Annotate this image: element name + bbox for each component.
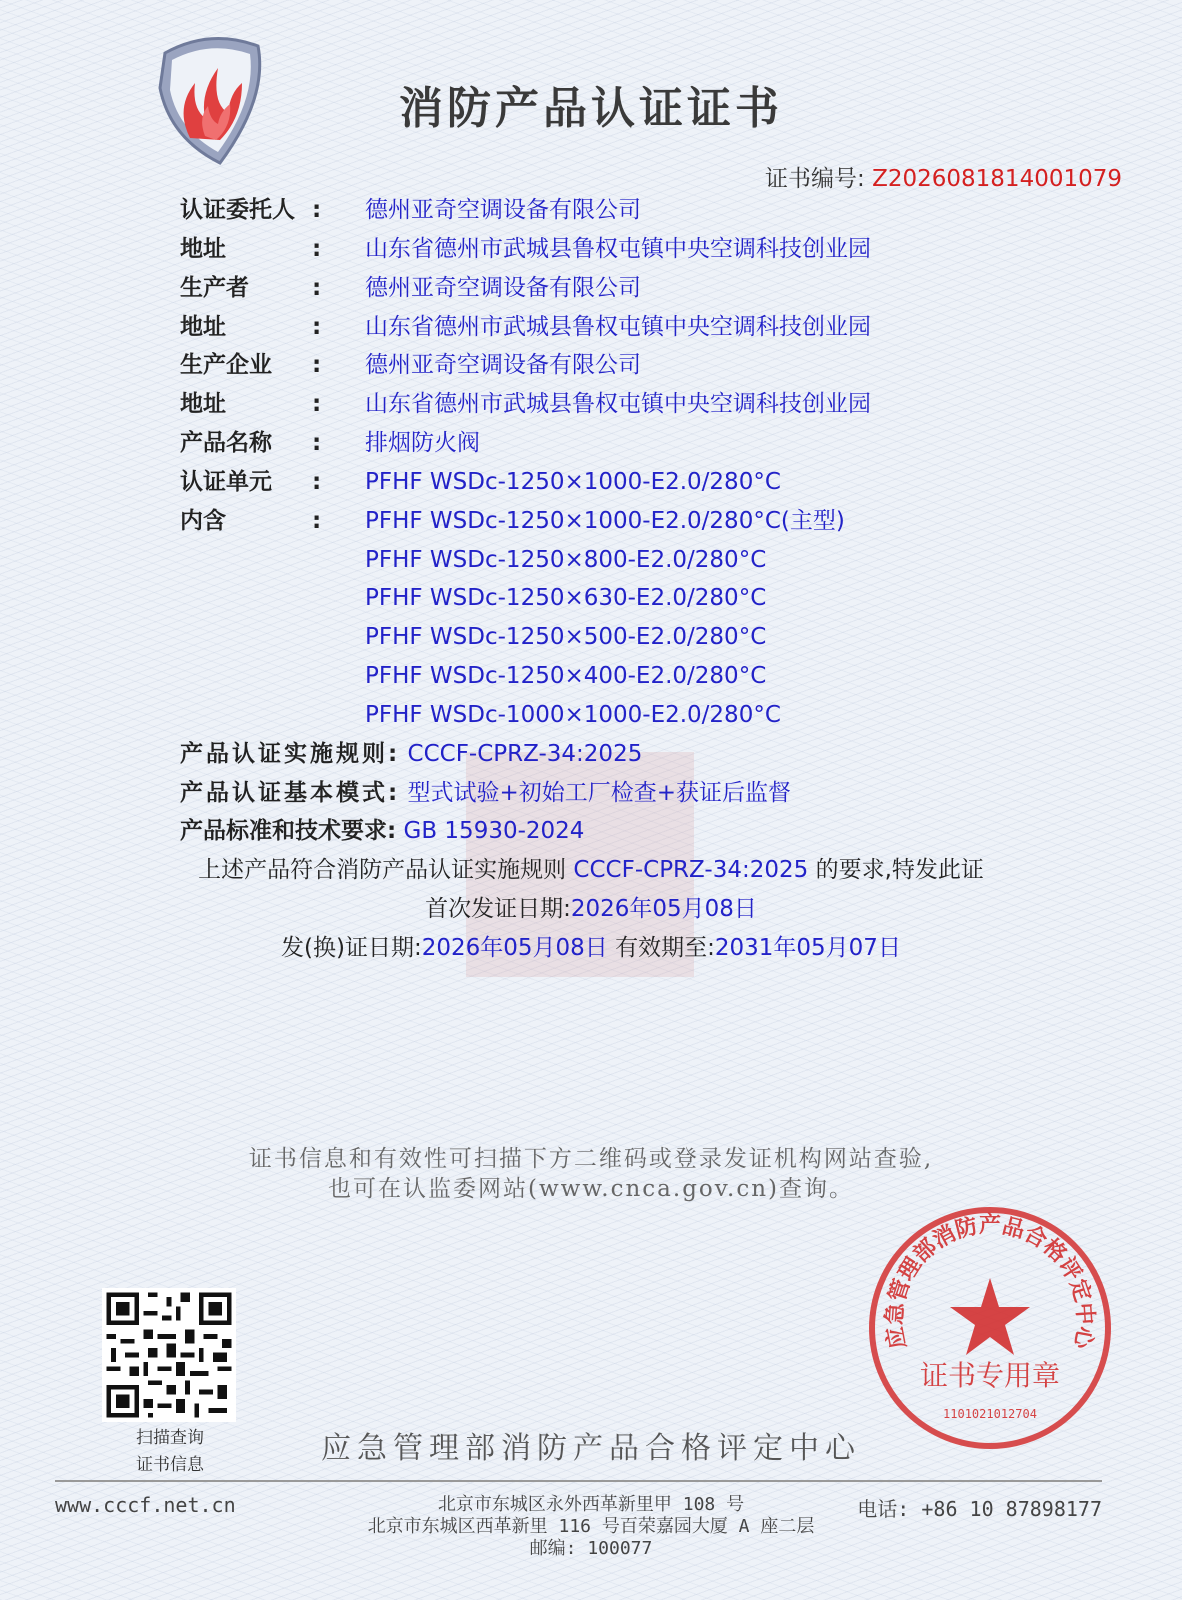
field-value: 德州亚奇空调设备有限公司	[365, 352, 641, 378]
seal-ring-text: 应急管理部消防产品合格评定中心	[881, 1212, 1099, 1351]
footer-postcode: 邮编: 100077	[529, 1538, 653, 1559]
rule-value: GB 15930-2024	[403, 818, 585, 844]
field-label: 产品名称	[180, 430, 272, 456]
field-value: 山东省德州市武城县鲁权屯镇中央空调科技创业园	[365, 391, 871, 417]
footer-address-2: 北京市东城区西革新里 116 号百荣嘉园大厦 A 座二层	[367, 1516, 815, 1537]
qr-label-line1: 扫描查询	[136, 1428, 204, 1448]
qr-label-line2: 证书信息	[136, 1455, 204, 1475]
rule-mode	[180, 777, 791, 809]
rule-label: 产品认证基本模式:	[180, 780, 401, 806]
field-label: 地址	[180, 236, 226, 262]
issue-and-validity-dates: 发(换)证日期:2026年05月08日 有效期至:2031年05月07日	[281, 935, 901, 961]
verification-notice-line2: 也可在认监委网站(www.cnca.gov.cn)查询。	[327, 1176, 855, 1202]
rule-value: CCCF-CPRZ-34:2025	[407, 741, 643, 767]
field-label: 地址	[180, 314, 226, 340]
issuing-authority: 应急管理部消防产品合格评定中心	[321, 1431, 861, 1466]
qr-code[interactable]	[102, 1288, 236, 1422]
footer-divider	[55, 1480, 1102, 1482]
footer-phone: 电话: +86 10 87898177	[857, 1497, 1102, 1521]
field-label: 认证单元	[180, 469, 272, 495]
certificate-number	[765, 160, 1122, 193]
rule-value: 型式试验+初始工厂检查+获证后监督	[407, 780, 792, 806]
verification-notice-line1: 证书信息和有效性可扫描下方二维码或登录发证机构网站查验,	[248, 1146, 934, 1172]
compliance-statement: 上述产品符合消防产品认证实施规则 CCCF-CPRZ-34:2025 的要求,特发此证	[198, 857, 984, 883]
field-value: 排烟防火阀	[365, 430, 480, 456]
footer-website[interactable]: www.cccf.net.cn	[55, 1493, 236, 1517]
rule-implementation	[180, 738, 642, 770]
footer-address-1: 北京市东城区永外西革新里甲 108 号	[437, 1494, 745, 1515]
field-value: 德州亚奇空调设备有限公司	[365, 275, 641, 301]
field-value: PFHF WSDc-1250×1000-E2.0/280°C	[365, 469, 781, 495]
field-label: 生产企业	[180, 352, 272, 378]
field-value: 德州亚奇空调设备有限公司	[365, 197, 641, 223]
certificate-number-label: 证书编号:	[765, 166, 865, 192]
field-value: 山东省德州市武城县鲁权屯镇中央空调科技创业园	[365, 314, 871, 340]
certificate-title: 消防产品认证证书	[399, 83, 783, 134]
rule-label: 产品认证实施规则:	[180, 741, 401, 767]
rule-label: 产品标准和技术要求:	[180, 818, 397, 844]
field-label: 内含	[180, 508, 226, 534]
field-label: 地址	[180, 391, 226, 417]
field-label: 生产者	[180, 275, 249, 301]
seal-center-text: 证书专用章	[919, 1359, 1061, 1392]
field-value: PFHF WSDc-1250×1000-E2.0/280°C(主型)	[365, 508, 845, 534]
field-label: 认证委托人	[180, 197, 295, 223]
seal-number: 1101021012704	[943, 1407, 1037, 1421]
seal-star-icon	[950, 1278, 1030, 1355]
certificate-number-value: Z2026081814001079	[872, 166, 1122, 192]
field-value: 山东省德州市武城县鲁权屯镇中央空调科技创业园	[365, 236, 871, 262]
rule-standard	[180, 815, 584, 847]
first-issue-date: 首次发证日期:2026年05月08日	[425, 896, 757, 922]
official-seal	[865, 1203, 1115, 1453]
